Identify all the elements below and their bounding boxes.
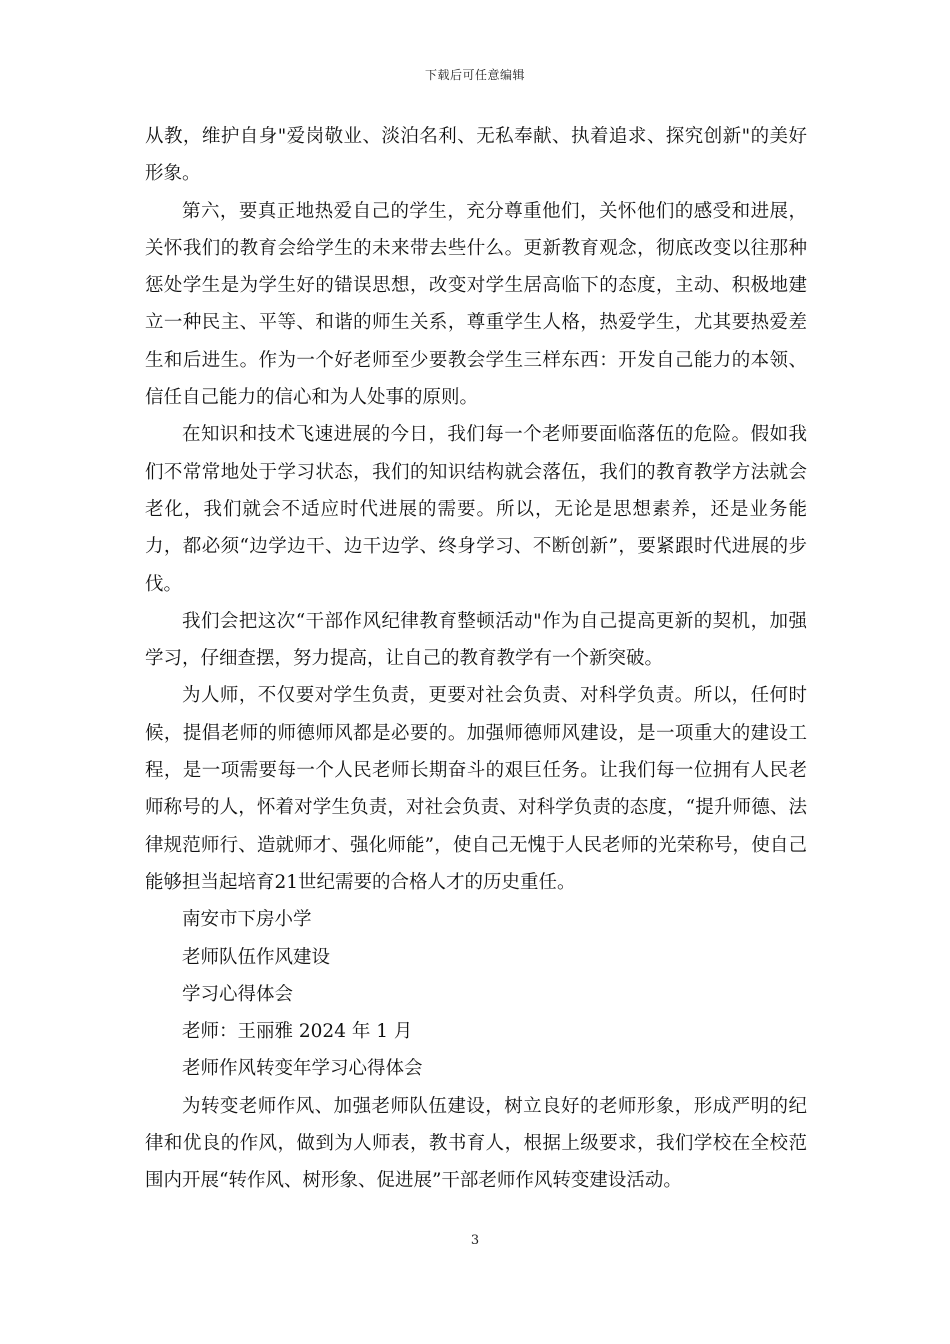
page-header: 下载后可任意编辑 bbox=[424, 68, 525, 82]
paragraph-teacher-ethics: 为人师，不仅要对学生负责，更要对社会负责、对科学负责。所以，任何时候，提倡老师的师德师风都是必要的。加强师德师风建设，是一项重大的建设工程，是一项需要每一个人民老师长期奋斗的艰巨任务。让我们每一位拥有人民老师称号的人，怀着对学生负责，对社会负责、对科学负责的态度，“提升师德、法律规范师行、造就师才、强化师能”，使自己无愧于人民老师的光荣称号，使自己能够担当起培育21世纪需要的合格人才的历史重任。 bbox=[145, 685, 807, 893]
paragraph-rectification-activity: 我们会把这次“干部作风纪律教育整顿活动"作为自己提高更新的契机，加强学习，仔细查摆，努力提高，让自己的教育教学有一个新突破。 bbox=[145, 610, 807, 670]
paragraph-love-students: 第六，要真正地热爱自己的学生，充分尊重他们，关怀他们的感受和进展，关怀我们的教育会给学生的未来带去些什么。更新教育观念，彻底改变以往那种惩处学生是为学生好的错误思想，改变对学生居高临下的态度，主动、积极地建立一种民主、平等、和谐的师生关系，尊重学生人格，热爱学生，尤其要热爱差生和后进生。作为一个好老师至少要教会学生三样东西：开发自己能力的本领、信任自己能力的信心和为人处事的原则。 bbox=[145, 200, 807, 409]
page-number: 3 bbox=[470, 1233, 480, 1248]
section-title: 老师队伍作风建设 bbox=[182, 946, 331, 968]
paragraph-continuous-learning: 在知识和技术飞速进展的今日，我们每一个老师要面临落伍的危险。假如我们不常常地处于学习状态，我们的知识结构就会落伍，我们的教育教学方法就会老化，我们就会不适应时代进展的需要。所以，无论是思想素养，还是业务能力，都必须“边学边干、边干边学、终身学习、不断创新”，要紧跟时代进展的步伐。 bbox=[145, 424, 807, 595]
paragraph-closing: 为转变老师作风、加强老师队伍建设，树立良好的老师形象，形成严明的纪律和优良的作风，做到为人师表，教书育人，根据上级要求，我们学校在全校范围内开展“转作风、树形象、促进展”干部老师作风转变建设活动。 bbox=[145, 1095, 807, 1192]
author-date: 老师：王丽雅 2024 年 1 月 bbox=[182, 1021, 413, 1043]
document-body bbox=[145, 118, 807, 1200]
school-name: 南安市下房小学 bbox=[182, 909, 312, 931]
section-subtitle: 学习心得体会 bbox=[182, 983, 294, 1005]
paragraph-continuation: 从教，维护自身"爱岗敬业、淡泊名利、无私奉献、执着追求、探究创新"的美好形象。 bbox=[145, 126, 807, 185]
next-article-title: 老师作风转变年学习心得体会 bbox=[182, 1058, 423, 1080]
